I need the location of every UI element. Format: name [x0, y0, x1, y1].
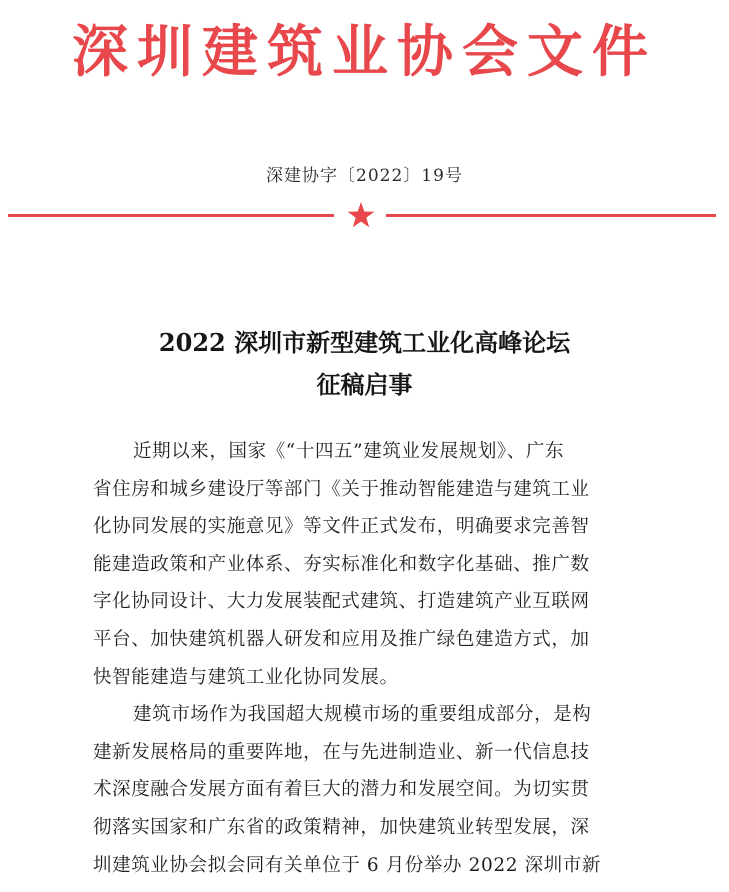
paragraph-line: 能建造政策和产业体系、夯实标准化和数字化基础、推广数 [93, 553, 590, 575]
paragraph-line: 平台、加快建筑机器人研发和应用及推广绿色建造方式，加 [93, 628, 590, 650]
divider-line-left [8, 214, 334, 217]
document-header-title: 深圳建筑业协会文件 [72, 20, 657, 85]
paragraph-line: 建筑市场作为我国超大规模市场的重要组成部分，是构 [133, 704, 592, 726]
paragraph-line: 省住房和城乡建设厅等部门《关于推动智能建造与建筑工业 [93, 478, 590, 500]
title-line-2: 征稿启事 [316, 370, 413, 399]
paragraph-line: 快智能建造与建筑工业化协同发展。 [93, 666, 399, 688]
document-number: 深建协字〔2022〕19号 [266, 166, 463, 186]
paragraph-line: 近期以来，国家《“十四五”建筑业发展规划》、广东 [133, 441, 565, 462]
paragraph-line: 建新发展格局的重要阵地，在与先进制造业、新一代信息技 [93, 741, 590, 763]
paragraph-line: 彻落实国家和广东省的政策精神，加快建筑业转型发展，深 [93, 816, 590, 838]
paragraph-line: 术深度融合发展方面有着巨大的潜力和发展空间。为切实贯 [93, 779, 590, 801]
body-text [93, 433, 653, 884]
star-icon [348, 202, 375, 227]
document-title [0, 322, 729, 406]
divider-line-right [386, 214, 716, 217]
header-divider [0, 198, 729, 234]
title-line-1: 2022 深圳市新型建筑工业化高峰论坛 [158, 328, 571, 357]
paragraph-line: 圳建筑业协会拟会同有关单位于 6 月份举办 2022 深圳市新 [93, 854, 601, 876]
paragraph-line: 化协同发展的实施意见》等文件正式发布，明确要求完善智 [93, 516, 590, 538]
paragraph-line: 字化协同设计、大力发展装配式建筑、打造建筑产业互联网 [93, 591, 590, 613]
